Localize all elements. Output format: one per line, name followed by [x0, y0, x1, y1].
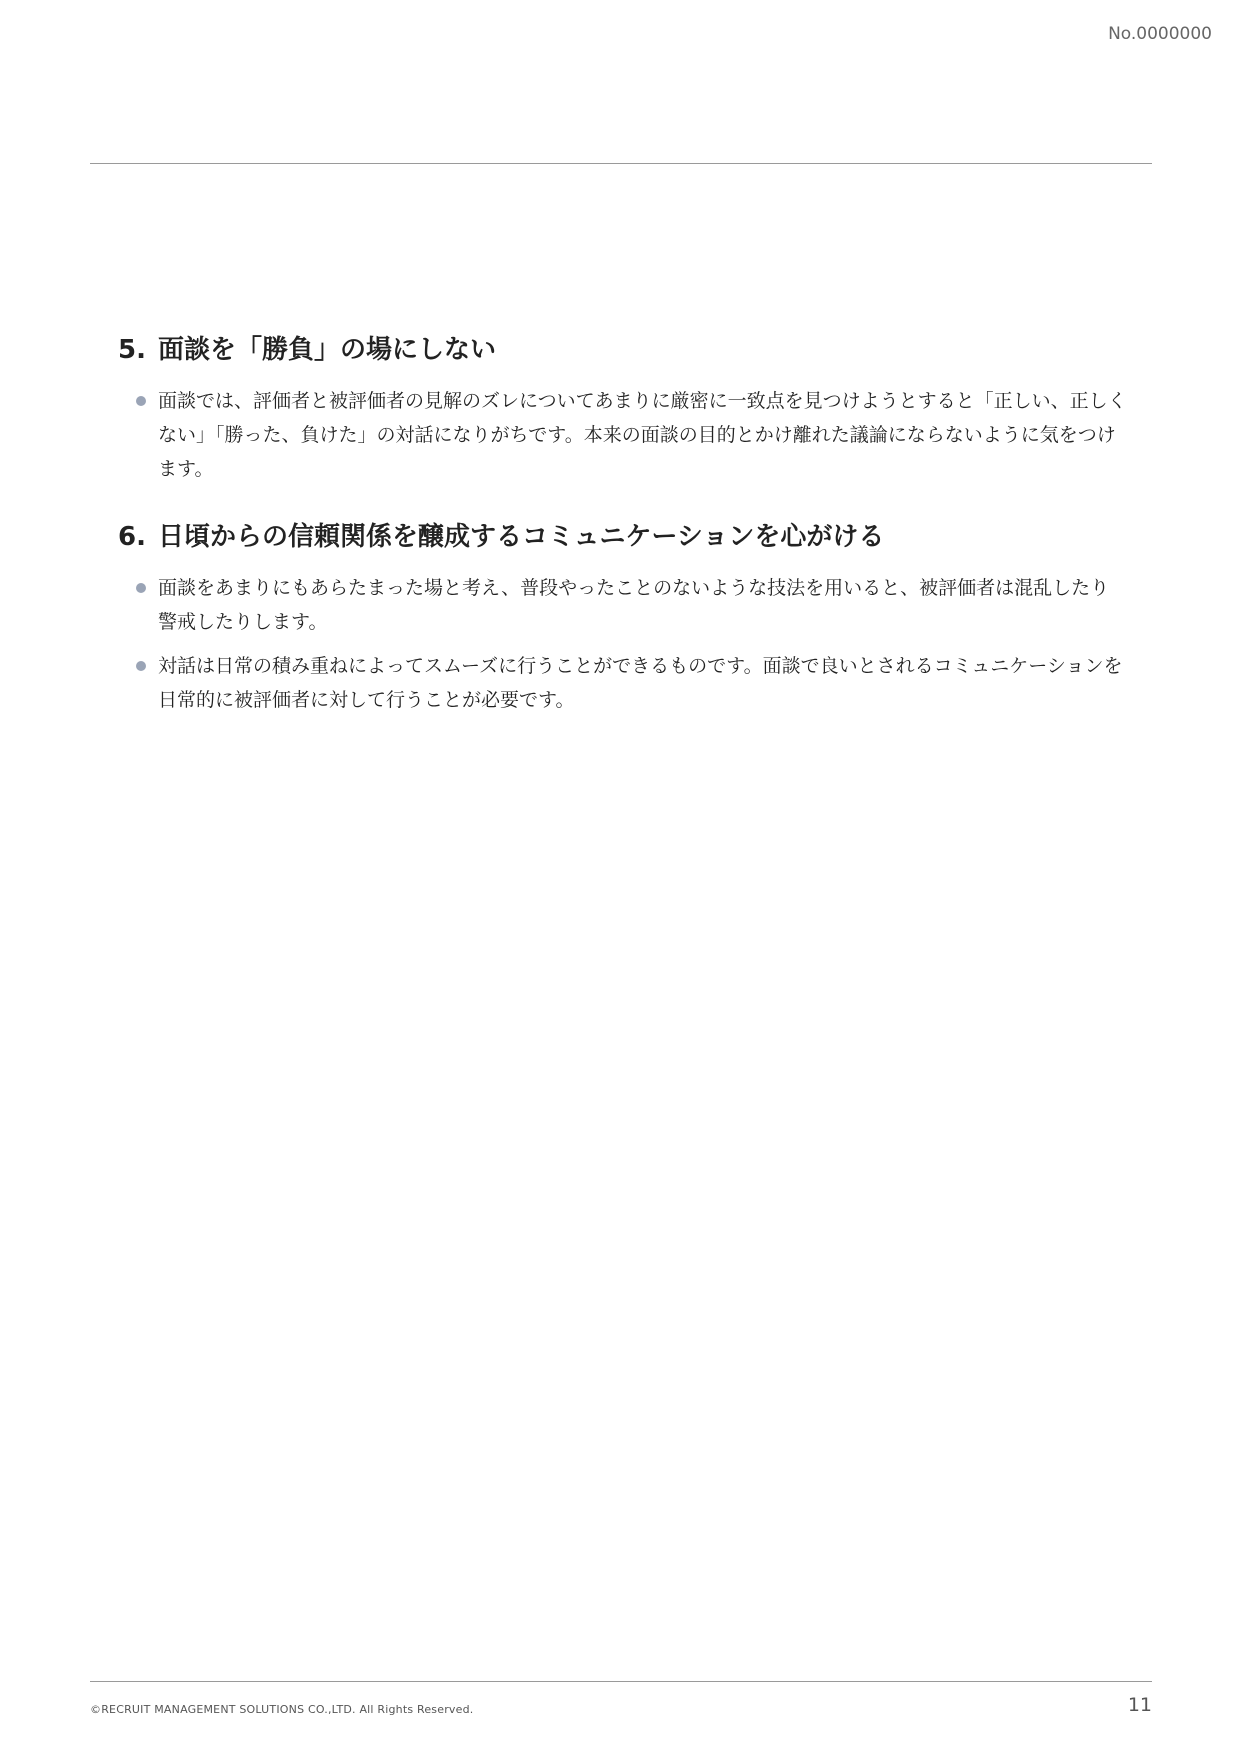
section-number: 5. [118, 335, 146, 365]
section-title: 日頃からの信頼関係を醸成するコミュニケーションを心がける [157, 522, 885, 552]
bullet-list [118, 384, 1128, 486]
section-6 [118, 519, 1128, 727]
bullet-text: 面談をあまりにもあらたまった場と考え、普段やったことのないような技法を用いると、被評価者は混乱したり警戒したりします。 [158, 577, 1110, 633]
list-item [118, 384, 1128, 486]
list-item [118, 649, 1128, 717]
bullet-text: 面談では、評価者と被評価者の見解のズレについてあまりに厳密に一致点を見つけようとすると「正しい、正しくない」「勝った、負けた」の対話になりがちです。本来の面談の目的とかけ離れた議論にならないように気をつけます。 [158, 390, 1127, 480]
header-divider [90, 163, 1152, 164]
section-heading [118, 519, 1128, 555]
bullet-text: 対話は日常の積み重ねによってスムーズに行うことができるものです。面談で良いとされるコミュニケーションを日常的に被評価者に対して行うことが必要です。 [158, 655, 1123, 711]
section-heading [118, 332, 1128, 368]
bullet-icon [136, 396, 146, 406]
bullet-icon [136, 583, 146, 593]
bullet-icon [136, 661, 146, 671]
list-item [118, 571, 1128, 639]
footer-divider [90, 1681, 1152, 1682]
copyright-text: ©RECRUIT MANAGEMENT SOLUTIONS CO.,LTD. All Rights Reserved. [90, 1703, 474, 1716]
section-number: 6. [118, 522, 146, 552]
document-number: No.0000000 [1108, 24, 1212, 44]
section-5 [118, 332, 1128, 496]
bullet-list [118, 571, 1128, 717]
page-number: 11 [1127, 1694, 1152, 1716]
section-title: 面談を「勝負」の場にしない [157, 335, 496, 365]
